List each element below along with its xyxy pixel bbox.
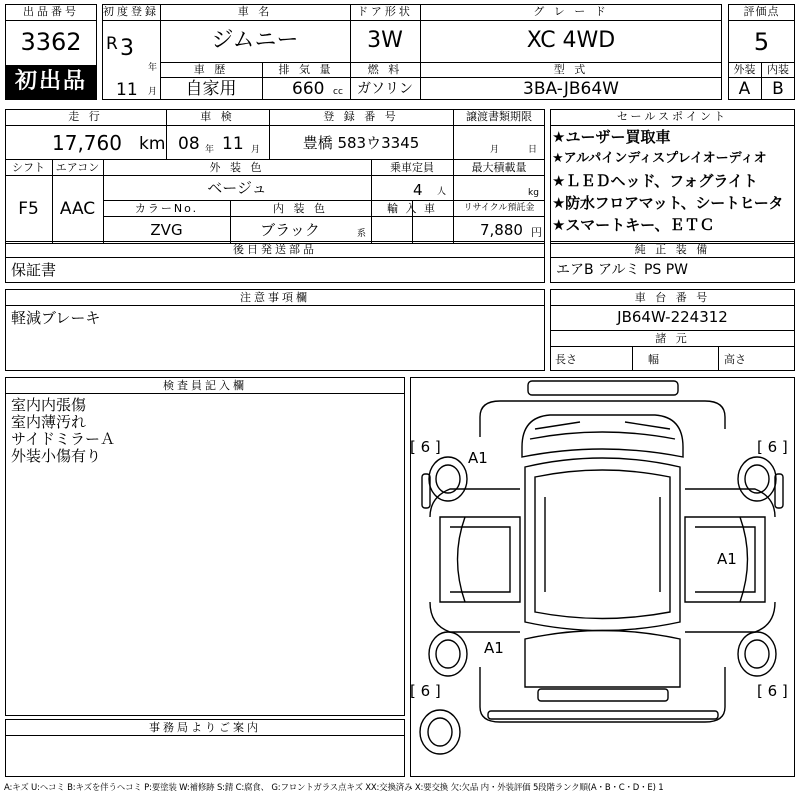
notes: 軽減ブレーキ [11,309,101,327]
color-number-label: カラーNo. [134,202,199,215]
car-diagram [410,377,795,777]
era-year: 3 [120,36,134,61]
interior-label: 内装 [767,63,789,76]
spare-tire [420,710,460,754]
transfer-month-unit: 月 [490,145,500,155]
lot-number-label: 出品番号 [23,5,79,18]
history: 自家用 [185,79,237,99]
chassis-label: 車 台 番 号 [634,291,711,304]
year-unit: 年 [148,63,158,73]
inspection-label: 車 検 [200,110,235,123]
inspector-note: 室内薄汚れ [11,413,87,431]
capacity: 4 [413,181,423,199]
first-listing-badge: 初出品 [6,65,96,99]
shift-label: シフト [12,161,45,174]
tire-front-right [738,457,776,501]
interior-color-label: 内 装 色 [273,202,328,215]
damage-mark: A1 [717,550,737,568]
lot-number: 3362 [20,28,82,56]
tire-tread-rear-right: [ 6 ] [757,682,788,700]
history-label: 車 歴 [193,63,229,76]
width-label: 幅 [648,353,659,366]
inspector-note: 室内内張傷 [11,396,87,414]
car-name: ジムニー [211,28,299,53]
import-label: 輸 入 車 [387,202,437,215]
dimensions-label: 諸 元 [655,332,690,345]
roof-shape [525,458,680,631]
recycle-unit: 円 [531,226,542,239]
inspector-label: 検査員記入欄 [163,379,247,392]
grade-label: グ レ ー ド [533,5,609,18]
fuel: ガソリン [357,81,413,97]
inspector-note: サイドミラーＡ [11,430,115,448]
later-parts: 保証書 [11,261,57,279]
registration-label: 登 録 番 号 [323,110,399,123]
left-door-shape [440,517,520,602]
exterior-label: 外装 [733,63,756,76]
model: 3BA-JB64W [523,79,619,99]
mileage-label: 走 行 [68,110,103,123]
car-name-label: 車 名 [237,5,273,18]
model-label: 型 式 [553,63,589,76]
later-parts-label: 後日発送部品 [233,243,317,256]
transfer-deadline-label: 譲渡書類期限 [466,110,532,123]
interior-score: B [772,79,784,99]
capacity-label: 乗車定員 [390,161,434,174]
shift: F5 [18,199,39,219]
reg-month: 11 [116,80,138,100]
tire-rear-left [429,632,467,676]
inspection-year-unit: 年 [205,145,215,155]
score-label: 評価点 [743,5,780,18]
interior-color-suffix: 系 [357,229,367,239]
damage-mark: A1 [468,449,488,467]
air-conditioner: AAC [59,199,96,219]
equipment-label: 純 正 装 備 [634,243,711,256]
inspection-year: 08 [178,134,200,154]
door-label: ドア形状 [357,5,413,18]
door-type: 3W [367,28,403,53]
legend: A:キズ U:ヘコミ B:キズを伴うヘコミ P:要塗装 W:補修跡 S:錆 C:腐食、 G:フロントガラス点キズ XX:交換済み X:要交換 欠:欠品 内・外装評価 5段階ランク順(A・B・C・D・E) 1 [4,783,664,793]
sales-point-item: ★防水フロアマット、シートヒータ [552,194,784,212]
displacement-label: 排 気 量 [278,63,334,76]
transfer-day-unit: 日 [528,145,538,155]
max-load-unit: kg [528,188,539,198]
height-label: 高さ [724,353,746,366]
color-number: ZVG [150,221,183,239]
sales-point-item: ★アルパインディスプレイオーディオ [552,151,767,166]
tire-rear-right [738,632,776,676]
exterior-score: A [738,79,751,99]
score: 5 [753,28,770,56]
capacity-unit: 人 [437,187,447,197]
sales-point-item: ★ＬＥＤヘッド、フォグライト [552,172,758,190]
tire-tread-front-left: [ 6 ] [410,438,441,456]
office-label: 事務局よりご案内 [149,721,261,734]
notes-label: 注意事項欄 [240,291,310,304]
tire-tread-front-right: [ 6 ] [757,438,788,456]
exterior-color: ベージュ [207,179,267,197]
registration-number: 豊橋 583ウ3345 [302,134,420,152]
grade: XC 4WD [526,28,616,53]
month-unit: 月 [148,87,158,97]
max-load-label: 最大積載量 [471,161,527,174]
recycle-label: リサイクル預託金 [463,203,535,213]
chassis-number: JB64W-224312 [617,308,728,326]
displacement: 660 [292,79,325,99]
inspection-month-unit: 月 [251,145,261,155]
era: R [106,34,118,54]
first-registration-label: 初度登録 [103,5,159,18]
rear-window-shape [525,631,680,688]
length-label: 長さ [555,353,577,366]
recycle-fee: 7,880 [480,221,523,239]
sales-point-item: ★ユーザー買取車 [552,128,671,146]
cc-unit: cc [333,87,343,97]
interior-color: ブラック [260,221,320,239]
sales-points-label: セールスポイント [616,110,728,123]
tire-front-left [429,457,467,501]
inspection-month: 11 [222,134,244,154]
inspector-note: 外装小傷有り [11,447,102,465]
tire-tread-rear-left: [ 6 ] [410,682,441,700]
sales-point-item: ★スマートキー、ＥＴＣ [552,216,715,234]
equipment: エアB アルミ PS PW [556,262,689,278]
mileage-unit: km [139,134,166,154]
front-bumper-shape [528,381,678,395]
fuel-label: 燃 料 [367,63,403,76]
ac-label: エアコン [55,161,100,174]
damage-mark: A1 [484,639,504,657]
mileage: 17,760 [52,131,122,155]
exterior-color-label: 外 装 色 [209,161,265,174]
rear-bumper-shape [538,689,668,701]
